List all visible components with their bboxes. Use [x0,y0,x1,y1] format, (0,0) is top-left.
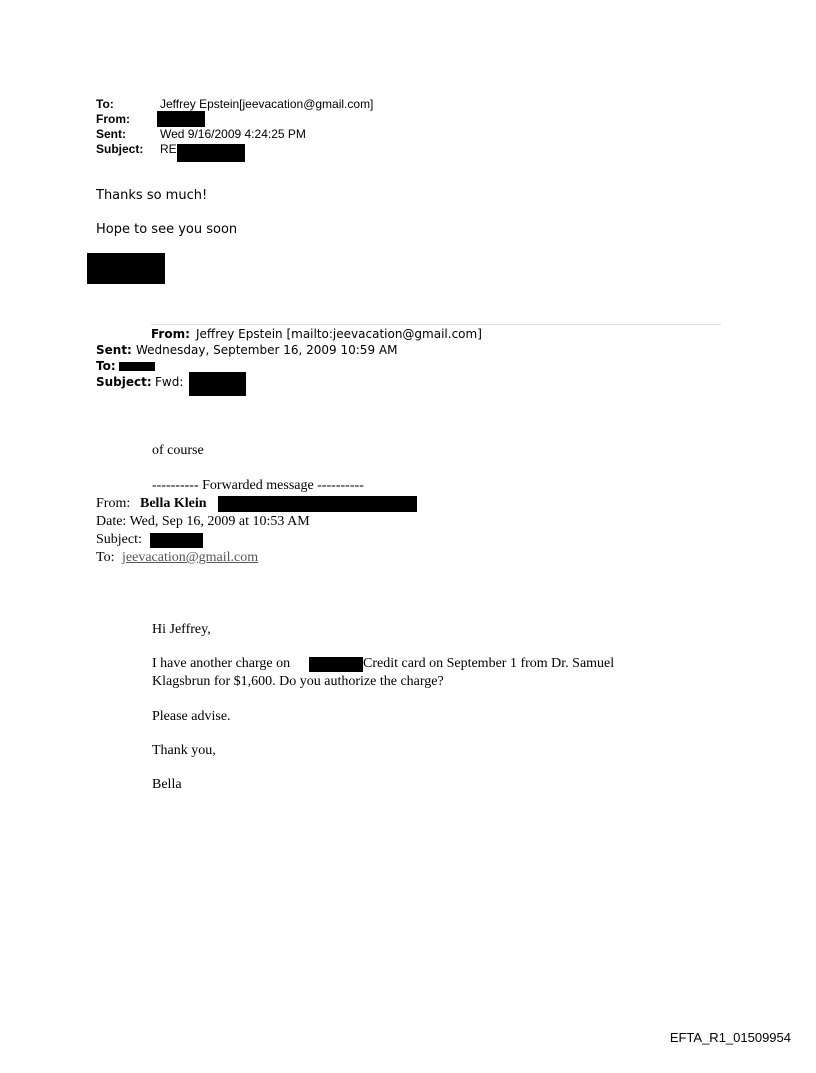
redaction-box [150,533,203,548]
fwd-to-email-link[interactable]: jeevacation@gmail.com [122,550,259,565]
redaction-box [189,372,246,396]
redaction-box [157,111,205,127]
forwarded-divider: ---------- Forwarded message ---------- [152,478,364,493]
redaction-box [218,496,417,512]
quoted-sent-label: Sent: [96,343,132,357]
header-to-label: To: [96,97,114,111]
para-line2: Klagsbrun for $1,600. Do you authorize the charge? [152,674,444,689]
quoted-from-label: From: [151,327,190,341]
reply-line-thanks: Thanks so much! [96,188,208,203]
thank-you: Thank you, [152,743,216,758]
body-of-course: of course [152,443,204,458]
header-to-value: Jeffrey Epstein[jeevacation@gmail.com] [160,97,374,111]
header-sent-label: Sent: [96,127,126,141]
fwd-from-name: Bella Klein [140,496,207,511]
para-part1: I have another charge on [152,656,291,671]
header-sent-value: Wed 9/16/2009 4:24:25 PM [160,127,306,141]
fwd-subject-label: Subject: [96,532,142,547]
redaction-box [119,362,155,371]
signoff: Bella [152,777,182,792]
fwd-date: Date: Wed, Sep 16, 2009 at 10:53 AM [96,514,310,529]
greeting: Hi Jeffrey, [152,622,211,637]
quoted-from-value: Jeffrey Epstein [mailto:jeevacation@gmail.com] [196,327,482,341]
quoted-subject-label: Subject: [96,375,152,389]
header-subject-label: Subject: [96,142,144,156]
quote-divider [151,324,721,325]
redaction-box [309,657,363,672]
document-id: EFTA_R1_01509954 [669,1030,791,1045]
please-advise: Please advise. [152,709,231,724]
fwd-from-label: From: [96,496,131,511]
redaction-box [87,253,165,284]
quoted-sent-value: Wednesday, September 16, 2009 10:59 AM [136,343,398,357]
para-part2: Credit card on September 1 from Dr. Samuel [363,656,615,671]
header-from-label: From: [96,112,130,126]
quoted-to-label: To: [96,359,116,373]
reply-line-hope: Hope to see you soon [96,222,238,237]
fwd-to-label: To: [96,550,115,565]
redaction-box [177,144,245,162]
quoted-subject-value: Fwd: [155,375,184,389]
header-subject-value: RE [160,142,177,156]
